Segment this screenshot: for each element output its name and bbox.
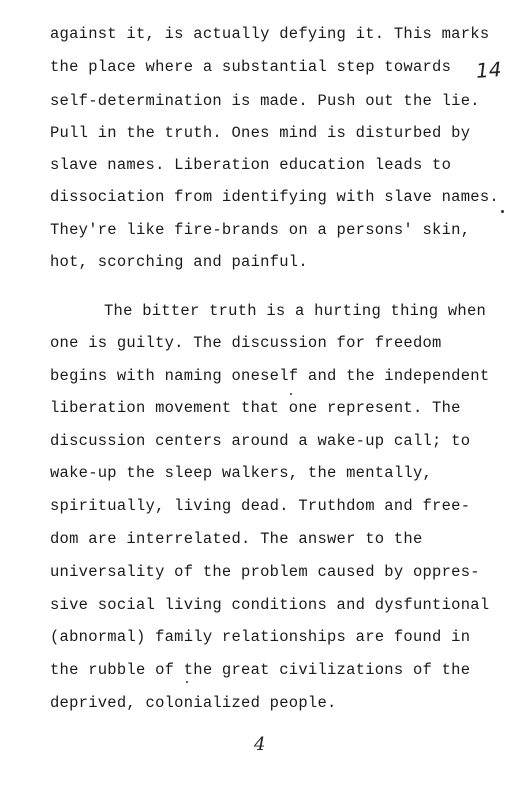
- text-line: one is guilty. The discussion for freedom: [50, 334, 442, 352]
- text-line: the rubble of the great civilizations of the: [50, 661, 471, 679]
- text-line: deprived, colonialized people.: [50, 694, 337, 712]
- text-line: dom are interrelated. The answer to the: [50, 530, 423, 548]
- text-line: dissociation from identifying with slave names.: [50, 188, 499, 206]
- text-line: The bitter truth is a hurting thing when: [104, 302, 487, 320]
- text-line: They're like fire-brands on a persons' skin,: [50, 221, 471, 239]
- text-line: universality of the problem caused by oppres-: [50, 563, 480, 581]
- ink-speck: [501, 210, 504, 213]
- text-line: wake-up the sleep walkers, the mentally,: [50, 464, 433, 482]
- text-line: liberation movement that one represent. The: [50, 399, 461, 417]
- ink-speck: [186, 681, 188, 683]
- page-number: 4: [254, 734, 266, 755]
- text-line: (abnormal) family relationships are found in: [50, 628, 471, 646]
- text-line: the place where a substantial step towards: [50, 58, 452, 76]
- text-line: Pull in the truth. Ones mind is disturbed by: [50, 124, 471, 142]
- text-line: discussion centers around a wake-up call; to: [50, 432, 471, 450]
- ink-speck: [290, 393, 292, 395]
- text-line: hot, scorching and painful.: [50, 253, 308, 271]
- text-line: self-determination is made. Push out the lie.: [50, 92, 480, 110]
- text-line: slave names. Liberation education leads to: [50, 156, 452, 174]
- text-line: sive social living conditions and dysfuntional: [50, 596, 490, 614]
- text-line: spiritually, living dead. Truthdom and free-: [50, 497, 471, 515]
- text-line: against it, is actually defying it. This marks: [50, 25, 490, 43]
- text-line: begins with naming oneself and the independent: [50, 367, 490, 385]
- handwritten-margin-note: 14: [475, 57, 503, 83]
